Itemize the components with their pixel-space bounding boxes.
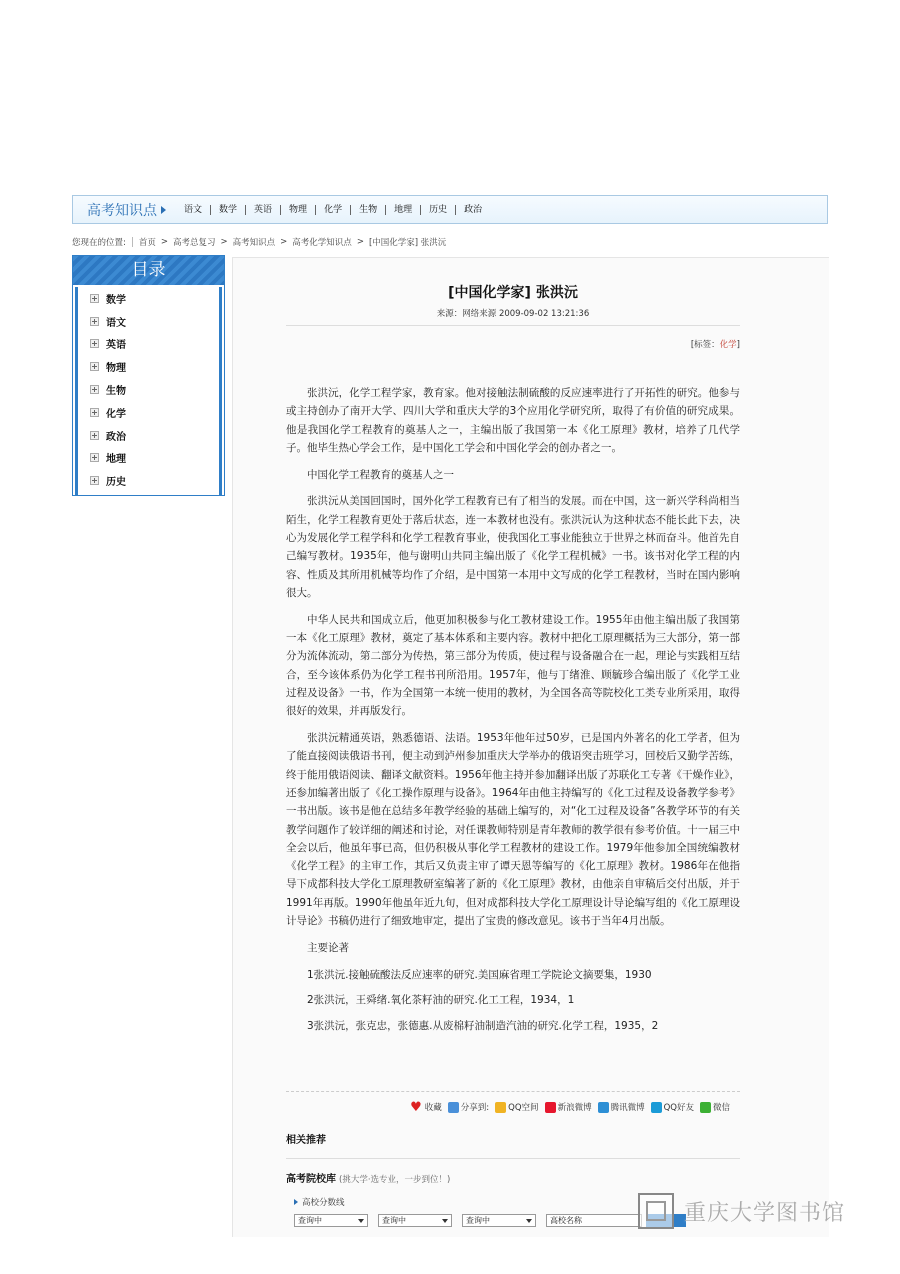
sidebar-item-chemistry[interactable] (78, 401, 219, 424)
wechat-icon (700, 1102, 711, 1113)
library-logo-icon (638, 1193, 674, 1229)
article-paragraph: 张洪沅精通英语，熟悉德语、法语。1953年他年过50岁，已是国内外著名的化工学者，但为了能直接阅读俄语书刊，便主动到泸州参加重庆大学举办的俄语突击班学习，回校后又勤学苦练，终于能用俄语阅读、翻译文献资料。1956年他主持并参加翻译出版了苏联化工专著《干燥作业》，还参加编著出版了《化工操作原理与设备》。1964年由他主持编写的《化工过程及设备教学参考》一书出版。该书是他在总结多年教学经验的基础上编写的，对“化工过程及设备”各教学环节的有关教学问题作了较详细的阐述和讨论，对任课教师特别是青年教师的教学很有参考价值。十一届三中全会以后，他虽年事已高，但仍积极从事化学工程教材的建设工作。1979年他参加全国统编教材《化学工程》的主审工作，其后又负责主审了谭天恩等编写的《化工原理》教材。1986年在他指导下成都科技大学化工原理教研室编著了新的《化工原理》教材，由他亲自审稿后交付出版，并于1991年再版。1990年他虽年近九旬，但对成都科技大学化工原理设计导论编写组的《化工原理设计导论》书稿仍进行了细致地审定，提出了宝贵的修改意见。该书于当年4月出版。 (286, 732, 740, 928)
score-line-label: 高校分数线 (302, 1198, 345, 1208)
college-db-subtitle: (挑大学·选专业，一步到位！) (339, 1175, 451, 1185)
related-title: 相关推荐 (286, 1135, 326, 1146)
breadcrumb-current-link[interactable]: [中国化学家] 张洪沅 (368, 238, 447, 248)
share-plus-icon (448, 1102, 459, 1113)
nav-subject-math[interactable]: 数学 (211, 205, 246, 215)
breadcrumb-separator: > (160, 237, 169, 247)
breadcrumb-separator: > (280, 237, 288, 247)
library-watermark (638, 1193, 845, 1229)
share-tencent-weibo-label: 腾讯微博 (610, 1103, 645, 1113)
expand-plus-icon[interactable] (90, 453, 99, 462)
sidebar-item-physics[interactable] (78, 355, 219, 378)
divider (286, 1091, 740, 1092)
sidebar-item-politics[interactable] (78, 424, 219, 447)
breadcrumb-separator: > (356, 237, 364, 247)
sidebar-item-english[interactable] (78, 333, 219, 356)
sidebar-item-label: 数学 (106, 294, 126, 306)
qq-icon (651, 1102, 662, 1113)
article-tags (691, 338, 740, 350)
share-to-label: 分享到: (460, 1103, 490, 1113)
favorite-label: 收藏 (424, 1103, 442, 1113)
share-wechat-label: 微信 (712, 1103, 730, 1113)
divider (286, 325, 740, 326)
arrow-right-icon (294, 1199, 298, 1205)
breadcrumb (72, 236, 446, 248)
share-weibo-label: 新浪微博 (557, 1103, 592, 1113)
sidebar-item-label: 政治 (106, 431, 126, 443)
breadcrumb-chem-knowledge-link[interactable]: 高考化学知识点 (292, 238, 352, 248)
tags-prefix: [标签： (690, 340, 720, 350)
nav-brand-link[interactable]: 高考知识点 (87, 202, 157, 219)
sidebar-item-biology[interactable] (78, 378, 219, 401)
chevron-down-icon (358, 1219, 364, 1223)
sidebar-item-math[interactable] (78, 287, 219, 310)
expand-plus-icon[interactable] (90, 385, 99, 394)
nav-subject-chinese[interactable]: 语文 (176, 205, 211, 215)
article-panel (232, 257, 829, 1237)
nav-subject-english[interactable]: 英语 (246, 205, 281, 215)
nav-arrow-icon (161, 206, 166, 214)
college-name-input[interactable]: 高校名称 (546, 1214, 642, 1227)
reference-item: 1张洪沅.接触硫酸法反应速率的研究.美国麻省理工学院论文摘要集，1930 (307, 968, 652, 981)
tencent-weibo-icon (598, 1102, 609, 1113)
chevron-down-icon (442, 1219, 448, 1223)
college-db-title: 高考院校库 (286, 1174, 336, 1185)
share-bar (404, 1101, 730, 1113)
sidebar-item-label: 生物 (106, 386, 126, 398)
expand-plus-icon[interactable] (90, 362, 99, 371)
share-qzone-button[interactable] (495, 1101, 538, 1113)
share-wechat-button[interactable] (700, 1101, 730, 1113)
chevron-down-icon (526, 1219, 532, 1223)
score-line-link[interactable] (294, 1196, 345, 1208)
sidebar-title: 目录 (73, 256, 224, 285)
expand-plus-icon[interactable] (90, 294, 99, 303)
nav-subject-politics[interactable]: 政治 (464, 204, 483, 215)
tag-chemistry-link[interactable]: 化学 (719, 340, 737, 350)
reference-item: 2张洪沅，王舜绪.氧化茶籽油的研究.化工工程，1934，1 (307, 994, 575, 1007)
college-search-form (294, 1214, 686, 1227)
select-value: 查询中 (298, 1216, 322, 1225)
share-qq-friend-label: QQ好友 (663, 1103, 694, 1113)
expand-plus-icon[interactable] (90, 431, 99, 440)
sidebar-item-label: 英语 (106, 340, 126, 352)
breadcrumb-divider (132, 237, 133, 247)
expand-plus-icon[interactable] (90, 476, 99, 485)
sidebar-item-geography[interactable] (78, 447, 219, 470)
breadcrumb-separator: > (220, 237, 228, 247)
sidebar-body (75, 287, 222, 495)
sidebar-item-label: 物理 (106, 363, 126, 375)
share-tencent-weibo-button[interactable] (598, 1101, 645, 1113)
expand-plus-icon[interactable] (90, 317, 99, 326)
heart-icon: ♥ (410, 1099, 422, 1115)
expand-plus-icon[interactable] (90, 408, 99, 417)
select-value: 查询中 (466, 1216, 490, 1225)
top-nav (72, 195, 828, 224)
expand-plus-icon[interactable] (90, 339, 99, 348)
sidebar-item-chinese[interactable] (78, 310, 219, 333)
sidebar-item-history[interactable] (78, 469, 219, 492)
favorite-button[interactable] (410, 1101, 442, 1113)
year-select[interactable] (462, 1214, 536, 1227)
article-paragraph: 张洪沅从美国回国时，国外化学工程教育已有了相当的发展。而在中国，这一新兴学科尚相当陌生，化学工程教育更处于落后状态，连一本教材也没有。张洪沅认为这种状态不能长此下去，决心为发展化学工程学科和化学工程教育事业，使我国化工事业能独立于世界之林而奋斗。他首先自己编写教材。1935年，他与谢明山共同主编出版了《化学工程机械》一书。该书对化学工程的内容、性质及其所用机械等均作了介绍，是中国第一本用中文写成的化学工程教材，当时在国内影响很大。 (286, 495, 740, 599)
share-qzone-label: QQ空间 (508, 1103, 539, 1113)
article-paragraph: 中华人民共和国成立后，他更加积极参与化工教材建设工作。1955年由他主编出版了我国第一本《化工原理》教材，奠定了基本体系和主要内容。教材中把化工原理概括为三大部分，第一部分为流体流动，第二部分为传热，第三部分为传质，使过程与设备融合在一起，理论与实践相互结合，至今该体系仍为化学工程书刊所沿用。1957年，他与丁绪淮、顾毓珍合编出版了《化学工业过程及设备》一书，作为全国第一本统一使用的教材，为全国各高等院校化工类专业所采用，取得很好的效果，并再版发行。 (286, 613, 740, 718)
tags-suffix: ] (736, 340, 740, 350)
nav-subject-geography[interactable]: 地理 (386, 205, 421, 215)
select-value: 查询中 (382, 1216, 406, 1225)
share-to[interactable] (448, 1101, 489, 1113)
breadcrumb-review-link[interactable]: 高考总复习 (173, 238, 216, 248)
sidebar-item-label: 历史 (106, 477, 126, 489)
divider (286, 1158, 740, 1159)
nav-subject-biology[interactable]: 生物 (351, 205, 386, 215)
article-meta: 来源：网络来源 2009-09-02 13:21:36 (436, 309, 590, 319)
nav-subject-chemistry[interactable]: 化学 (316, 205, 351, 215)
qzone-icon (495, 1102, 506, 1113)
weibo-icon (545, 1102, 556, 1113)
breadcrumb-label: 您现在的位置: (72, 238, 126, 248)
watermark-text: 重庆大学图书馆 (684, 1200, 846, 1226)
article-title: [中国化学家] 张洪沅 (448, 285, 578, 301)
nav-subject-physics[interactable]: 物理 (281, 205, 316, 215)
article-body (286, 384, 740, 1043)
article-subheading: 中国化学工程教育的奠基人之一 (307, 468, 454, 481)
category-select[interactable] (378, 1214, 452, 1227)
sidebar-item-label: 地理 (106, 454, 126, 466)
breadcrumb-knowledge-link[interactable]: 高考知识点 (232, 238, 276, 248)
province-select[interactable] (294, 1214, 368, 1227)
college-db-heading (286, 1170, 450, 1185)
share-weibo-button[interactable] (545, 1101, 592, 1113)
sidebar-catalog (72, 255, 225, 496)
article-paragraph: 张洪沅，化学工程学家，教育家。他对接触法制硫酸的反应速率进行了开拓性的研究。他参与或主持创办了南开大学、四川大学和重庆大学的3个应用化学研究所，取得了有价值的研究成果。他是我国化学工程教育的奠基人之一，主编出版了我国第一本《化工原理》教材，培养了几代学子。他毕生热心学会工作，是中国化工学会和中国化学会的创办者之一。 (286, 387, 740, 454)
reference-item: 3张洪沅，张克忠，张德惠.从废棉籽油制造汽油的研究.化学工程，1935，2 (307, 1020, 659, 1033)
sidebar-item-label: 化学 (106, 408, 126, 420)
article-subheading: 主要论著 (307, 941, 349, 954)
sidebar-item-label: 语文 (106, 317, 126, 329)
share-qq-friend-button[interactable] (651, 1101, 694, 1113)
nav-subject-history[interactable]: 历史 (421, 205, 456, 215)
breadcrumb-home-link[interactable]: 首页 (138, 238, 156, 248)
